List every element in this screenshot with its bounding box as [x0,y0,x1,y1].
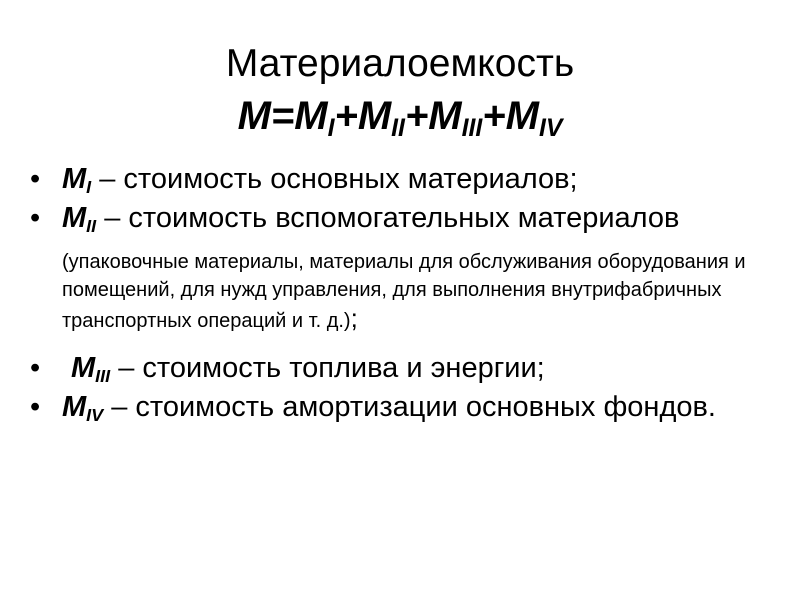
formula-term-3-sub: III [461,114,483,142]
formula-term-1-sub: I [327,114,335,142]
bullet-item-4 [30,390,790,425]
formula-term-3-base: M [428,94,462,138]
formula-term-4-base: M [505,94,539,138]
note-tail: ; [350,303,358,333]
bullet-list [30,162,790,425]
bullet-subscript: I [86,177,92,198]
note-text: (упаковочные материалы, материалы для обслуживания оборудования и помещений, для нужд управления, для выполнения внутрифабричных транспортных операций и т. д.) [62,251,746,332]
formula-lhs: M= [237,94,295,138]
bullet-marker: • [30,352,41,384]
bullet-subscript: III [95,366,111,387]
bullet-marker: • [30,391,41,423]
formula-term-2-op: + [334,94,358,138]
bullet-symbol: M [62,202,87,234]
bullet-text: – стоимость амортизации основных фондов. [103,391,716,423]
bullet-subscript: II [86,216,97,237]
bullet-text: – стоимость основных материалов; [91,163,578,195]
bullet-item-1 [30,162,790,197]
bullet-marker: • [30,202,41,234]
bullet-symbol: M [62,163,87,195]
formula-term-2-base: M [357,94,392,138]
formula-term-3-op: + [404,94,429,138]
bullet-item-2 [30,201,790,236]
formula-term-2-sub: II [391,114,405,142]
bullet-symbol: M [71,352,96,384]
formula [0,94,800,142]
note-paragraph [30,248,782,335]
bullet-marker: • [30,163,41,195]
slide-title: Материалоемкость [225,42,575,85]
bullet-subscript: IV [86,405,104,426]
formula-term-4-sub: IV [538,114,563,142]
bullet-text: – стоимость топлива и энергии; [110,352,545,384]
formula-term-1-base: M [294,94,328,138]
bullet-symbol: M [62,391,87,423]
formula-term-4-op: + [482,94,506,138]
bullet-text: – стоимость вспомогательных материалов [96,202,680,234]
bullet-item-3 [30,351,790,386]
